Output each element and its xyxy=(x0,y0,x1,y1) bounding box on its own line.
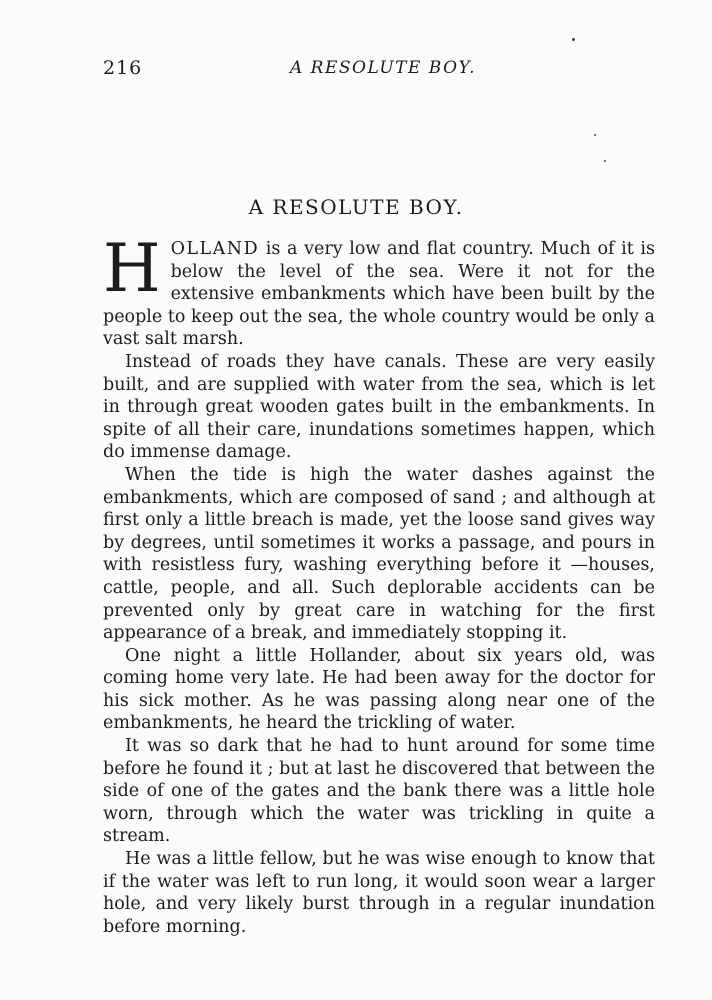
print-speck xyxy=(604,160,606,162)
paragraph-2: Instead of roads they have canals. These are very easily built, and are supplied with water from the sea, which is let in through great wooden gates built in the embankments. In spite of all their care, inundations sometimes happen, which do immense damage. xyxy=(103,351,655,463)
running-title: A RESOLUTE BOY. xyxy=(290,58,476,78)
paragraph-1-text: is a very low and flat country. Much of it is below the level of the sea. Were it not for the extensive embankments which have been built by the people to keep out the sea, the whole country would be only a vast salt marsh. xyxy=(103,239,655,350)
paragraph-3: When the tide is high the water dashes against the embankments, which are composed of sand ; and although at first only a little breach is made, yet the loose sand gives way by degrees, until sometimes it works a passage, and pours in with resistless fury, washing everything before it —houses, cattle, people, and all. Such deplorable accidents can be prevented only by great care in watching for the first appearance of a break, and immediately stopping it. xyxy=(103,464,655,644)
paragraph-6: He was a little fellow, but he was wise enough to know that if the water was left to run long, it would soon wear a larger hole, and very likely burst through in a regular inundation before morning. xyxy=(103,849,655,937)
lead-caps: OLLAND xyxy=(170,239,260,259)
paragraph-1 xyxy=(103,230,655,351)
running-head xyxy=(103,56,658,80)
chapter-title: A RESOLUTE BOY. xyxy=(248,195,464,219)
print-speck xyxy=(572,38,575,41)
drop-cap: H xyxy=(103,230,161,307)
paragraph-5: It was so dark that he had to hunt around for some time before he found it ; but at last he discovered that between the side of one of the gates and the bank there was a little hole worn, through which the water was trickling in quite a stream. xyxy=(103,736,655,847)
page-number: 216 xyxy=(103,57,143,79)
print-speck xyxy=(594,134,596,136)
body-text xyxy=(103,230,655,938)
paragraph-4: One night a little Hollander, about six years old, was coming home very late. He had been away for the doctor for his sick mother. As he was passing along near one of the embankments, he heard the trickling of water. xyxy=(103,645,655,734)
